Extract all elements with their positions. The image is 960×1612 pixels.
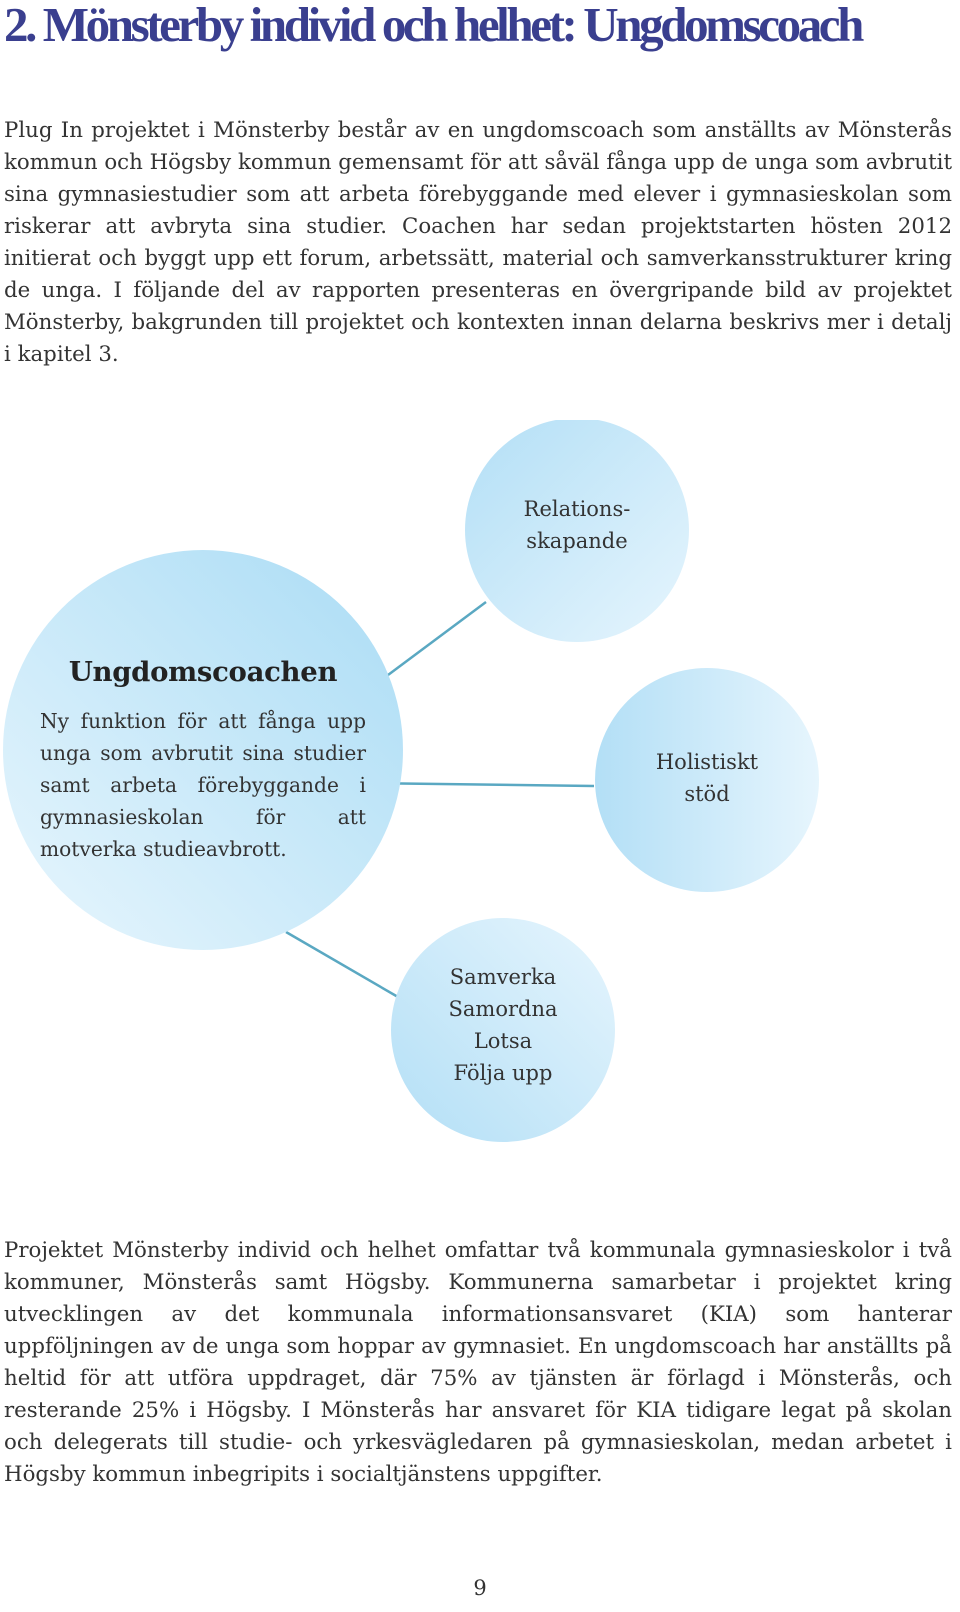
cooperate-label-line: Följa upp [453, 1061, 553, 1085]
cooperate-label-line: Samordna [448, 997, 558, 1021]
page-number: 9 [473, 1576, 487, 1600]
relations-label [477, 493, 677, 557]
main-circle-title: Ungdomscoachen [68, 656, 338, 688]
body-paragraph: Projektet Mönsterby individ och helhet omfattar två kommunala gymnasieskolor i två kommuner, Mönsterås samt Högsby. Kommunerna samarbetar i projektet kring utvecklingen av det kommunala informationsansvaret (KIA) som hanterar uppföljningen av de unga som hoppar av gymnasiet. En ungdomscoach har anställts på heltid för att utföra uppdraget, där 75% av tjänsten är förlagd i Mönsterås, och resterande 25% i Högsby. I Mönsterås har ansvaret för KIA tidigare legat på skolan och delegerats till studie- och yrkesvägledaren på gymnasieskolan, medan arbetet i Högsby kommun inbegripits i socialtjänstens uppgifter. [4, 1238, 952, 1487]
holistic-label-line: stöd [684, 782, 730, 806]
cooperate-label-line: Samverka [449, 965, 557, 989]
connector-cooperate [286, 932, 398, 997]
cooperate-label-line: Lotsa [473, 1029, 533, 1053]
section-heading: 2. Mönsterby individ och helhet: Ungdomscoach [4, 0, 862, 52]
holistic-label-line: Holistiskt [655, 750, 759, 774]
relations-label-line: skapande [526, 529, 628, 553]
cooperate-label [403, 961, 603, 1089]
intro-paragraph: Plug In projektet i Mönsterby består av en ungdomscoach som anställts av Mönsterås kommun och Högsby kommun gemensamt för att såväl fånga upp de unga som avbrutit sina gymnasiestudier som att arbeta förebyggande med elever i gymnasieskolan som riskerar att avbryta sina studier. Coachen har sedan projektstarten hösten 2012 initierat och byggt upp ett forum, arbetssätt, material och samverkansstrukturer kring de unga. I följande del av rapporten presenteras en övergripande bild av projektet Mönsterby, bakgrunden till projektet och kontexten innan delarna beskrivs mer i detalj i kapitel 3. [4, 118, 952, 367]
relations-label-line: Relations- [523, 497, 631, 521]
main-circle-description: Ny funktion för att fånga upp unga som avbrutit sina studier samt arbeta förebyggande i gymnasieskolan för att motverka studieavbrott. [40, 709, 366, 861]
role-diagram [0, 420, 960, 1180]
holistic-label [607, 746, 807, 810]
connector-relations [384, 602, 486, 678]
